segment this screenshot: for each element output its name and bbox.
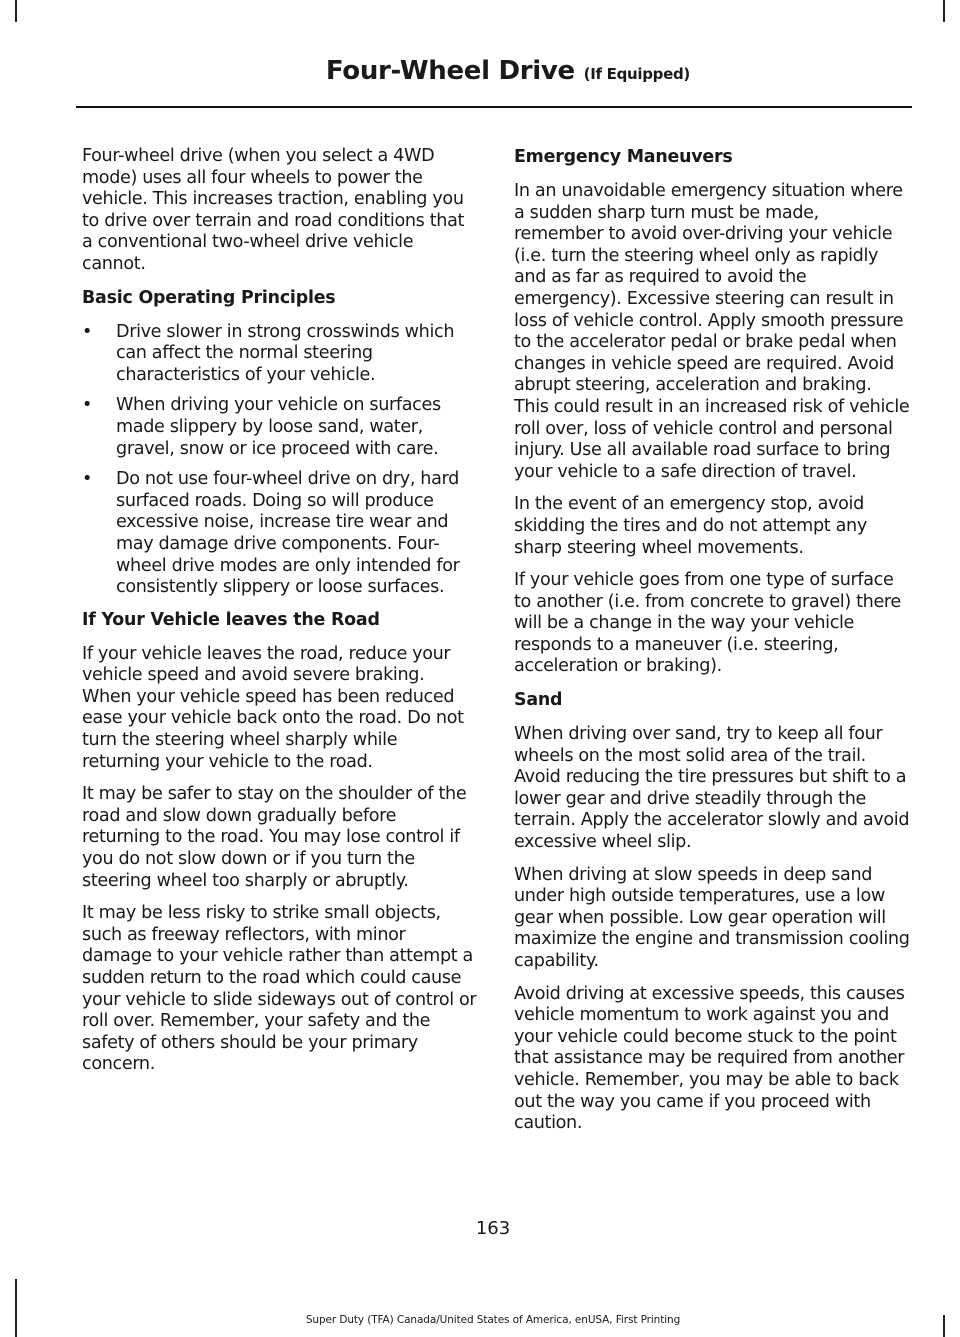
principles-list [82, 322, 478, 599]
paragraph: Avoid driving at excessive speeds, this causes vehicle momentum to work against you and your vehicle could become stuck to the point that assistance may be required from another vehicle. Remember, you may be able to back out the way you came if you proceed with caution. [514, 983, 905, 1134]
crop-mark-top-left [15, 0, 17, 22]
list-item-text: When driving your vehicle on surfaces made slippery by loose sand, water, gravel, snow or ice proceed with care. [116, 395, 441, 459]
paragraph: It may be less risky to strike small objects, such as freeway reflectors, with minor damage to your vehicle rather than attempt a sudden return to the road which could cause your vehicle to slide sideways out of control or roll over. Remember, your safety and the safety of others should be your primary concern. [82, 903, 477, 1075]
left-column [82, 146, 478, 1087]
heading-basic-operating-principles: Basic Operating Principles [82, 287, 336, 308]
bullet-glyph: • [82, 321, 93, 342]
header-divider [76, 106, 912, 108]
list-item-text: Drive slower in strong crosswinds which can affect the normal steering characteristics of your vehicle. [116, 321, 455, 385]
paragraph: In an unavoidable emergency situation where a sudden sharp turn must be made, remember to avoid over-driving your vehicle (i.e. turn the steering wheel only as rapidly and as far as required to avoid the emergency). Excessive steering can result in loss of vehicle control. Apply smooth pressure to the accelerator pedal or brake pedal when changes in vehicle speed are required. Avoid abrupt steering, acceleration and braking. This could result in an increased risk of vehicle roll over, loss of vehicle control and personal injury. Use all available road surface to bring your vehicle to a safe direction of travel. [514, 181, 910, 482]
header-title-text: Four-Wheel Drive [325, 56, 575, 86]
heading-vehicle-leaves-road: If Your Vehicle leaves the Road [82, 609, 380, 630]
list-item-text: Do not use four-wheel drive on dry, hard surfaced roads. Doing so will produce excessive noise, increase tire wear and may damage drive components. Four-wheel drive modes are only intended for consistently slippery or loose surfaces. [116, 469, 460, 598]
list-item [82, 395, 478, 460]
paragraph: It may be safer to stay on the shoulder of the road and slow down gradually before returning to the road. You may lose control if you do not slow down or if you turn the steering wheel too sharply or abruptly. [82, 784, 467, 891]
bullet-glyph: • [82, 469, 93, 490]
right-column [514, 146, 910, 1146]
paragraph: In the event of an emergency stop, avoid skidding the tires and do not attempt any sharp steering wheel movements. [514, 494, 867, 558]
paragraph: If your vehicle leaves the road, reduce your vehicle speed and avoid severe braking. When your vehicle speed has been reduced ease your vehicle back onto the road. Do not turn the steering wheel sharply while returning your vehicle to the road. [82, 643, 464, 772]
footer-text: Super Duty (TFA) Canada/United States of America, enUSA, First Printing [305, 1314, 681, 1326]
paragraph: When driving over sand, try to keep all four wheels on the most solid area of the trail. Avoid reducing the tire pressures but shift to a lower gear and drive steadily through the terrain. Apply the accelerator slowly and avoid excessive wheel slip. [514, 724, 910, 853]
page-number: 163 [475, 1218, 511, 1239]
bullet-glyph: • [82, 395, 93, 416]
heading-sand: Sand [514, 690, 563, 711]
heading-emergency-maneuvers: Emergency Maneuvers [514, 147, 733, 167]
crop-mark-top-right [943, 0, 945, 22]
header-subtitle: (If Equipped) [583, 65, 690, 83]
paragraph: When driving at slow speeds in deep sand under high outside temperatures, use a low gear when possible. Low gear operation will maximize the engine and transmission cooling capability. [514, 864, 910, 971]
intro-paragraph: Four-wheel drive (when you select a 4WD mode) uses all four wheels to power the vehicle. This increases traction, enabling you to drive over terrain and road conditions that a conventional two-wheel drive vehicle cannot. [82, 146, 465, 274]
page-header-title [326, 56, 690, 86]
crop-mark-bottom-left [15, 1279, 17, 1337]
list-item [82, 322, 478, 387]
paragraph: If your vehicle goes from one type of surface to another (i.e. from concrete to gravel) there will be a change in the way your vehicle responds to a maneuver (i.e. steering, acceleration or braking). [514, 570, 901, 677]
list-item [82, 469, 478, 599]
